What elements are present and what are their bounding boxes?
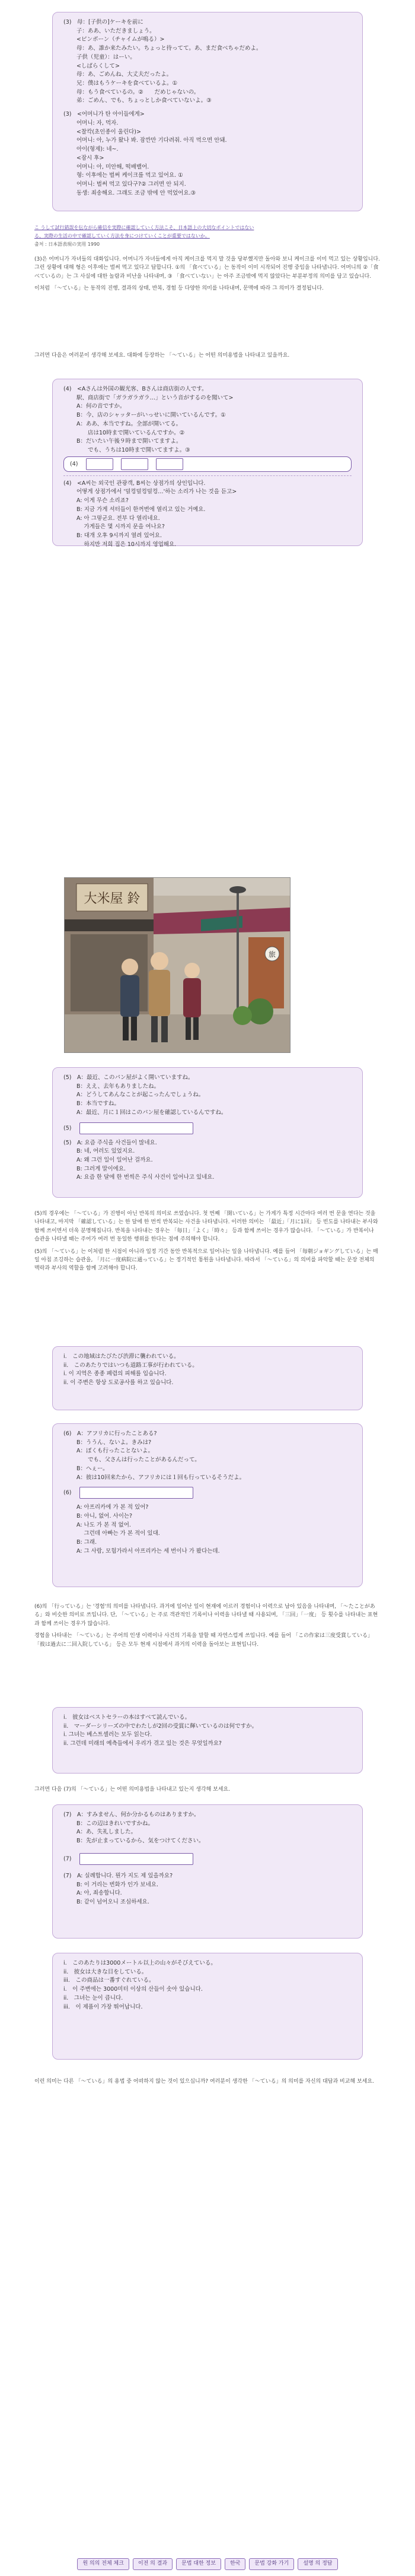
nav-button[interactable]: 이전 의 결과 [133, 2558, 173, 2570]
answer-row [63, 1122, 352, 1134]
dialogue-line: B：本当ですね。 [76, 1100, 120, 1108]
dialogue-line: 母：もう食べているの。② だめじゃないの。 [76, 88, 200, 96]
dialogue-box-7 [52, 1804, 363, 1939]
dialogue-line: (6) A：アフリカに行ったことある? [63, 1430, 157, 1437]
dialogue-line: 弟：ごめん、でも、ちょっとしか食べていないよ。③ [76, 97, 212, 104]
paragraph-text: 이처럼 「～ている」는 동작의 진행, 결과의 상태, 반복, 경험 등 다양한 의미를 나타내며, 문맥에 따라 그 의미가 결정됩니다. [34, 285, 324, 292]
dialogue-line: A: 이게 무슨 소리죠? [76, 497, 129, 505]
nav-button[interactable]: 문법 강화 가기 [249, 2558, 294, 2570]
dialogue-line: 아이(형제): 네~. [76, 146, 119, 153]
example-line: iii. 이 제품이 가장 뛰어납니다. [63, 2003, 143, 2010]
dialogue-line: 母：あ、ごめんね、大丈夫だったよ。 [76, 71, 173, 78]
example-line: i. 이 주변에는 3000미터 이상의 산들이 솟아 있습니다. [63, 1986, 203, 1993]
dialogue-line: A: 아, 죄송합니다. [76, 1890, 122, 1897]
dialogue-line: (5) A：最近、このパン屋がよく開いていますね。 [63, 1074, 194, 1081]
reference-source: 출처 : 日本語表現の実用 1990 [34, 242, 100, 247]
dialogue-line: A: 그 사람, 모험가라서 아프리카는 세 번이나 가 봤다는데. [76, 1547, 220, 1555]
reference-link[interactable]: る、実際の生活の中で確認していく方法を身につけていくことが重要ではないか。 [34, 233, 210, 239]
dialogue-line: <ピンポーン（チャイムが鳴る）> [76, 36, 165, 43]
paragraph-text: (5)의 경우에는 「～ている」가 진행이 아닌 반복의 의미로 쓰였습니다. 첫 번째 「開いている」는 가게가 특정 시간마다 여러 번 문을 연다는 것을 나타내고, 마지막 「確認している」는 한 달에 한 번씩 반복되는 사건을 나타냅니다. 이러한 의미는 「最近」「月に1回」 등 빈도를 나타내는 부사와 함께 쓰이면서 더욱 분명해집니다. 반복을 나타내는 경우는 「毎日」「よく」「時々」 등과 함께 쓰이는 경우가 많습니다. 「～ている」가 반복이나 습관을 나타낼 때는 주어가 여러 번 동일한 행위를 한다는 점에 주의해야 합니다. [34, 1211, 378, 1243]
dialogue-line: (4) <A씨는 외국인 관광객, B씨는 상점가의 상인입니다. [63, 480, 206, 487]
dialogue-line: (4) <Aさんは外国の観光客、Bさんは商店街の人です。 [63, 386, 208, 392]
dialogue-line: 하지만 저희 집은 10시까지 영업해요. [76, 541, 177, 548]
dialogue-line: 어머니: 벌써 먹고 있다구?② 그러면 안 되지. [76, 180, 186, 188]
explanation-paragraph [34, 1210, 381, 1277]
example-line: ii. このあたりではいつも道路工事が行われている。 [63, 1362, 198, 1369]
paragraph-text: (6)의 「行っている」는 '경험'의 의미를 나타냅니다. 과거에 일어난 일이 현재에 이르러 경험이나 이력으로 남아 있음을 나타내며, 「～たことがある」와 비슷한 의미로 쓰입니다. 단, 「～ている」는 주로 객관적인 기록이나 이력을 나타낼 때 사용되며, 「三回」「一度」 등 횟수를 나타내는 표현과 함께 쓰이는 경우가 많습니다. [34, 1604, 378, 1627]
paragraph-text: 경험을 나타내는 「～ている」는 주어의 인생 이력이나 사건의 기록을 말할 때 자연스럽게 쓰입니다. 예를 들어 「この作家は三度受賞している」 「彼は過去に二回入院している」 등은 모두 현재 시점에서 과거의 이력을 돌아보는 표현입니다. [34, 1633, 373, 1648]
example-line: ii. マーダーシリーズの中でわたしが2回の受賞に輝いているのは何ですか。 [63, 1722, 258, 1730]
dialogue-line: A：最近、月に１回はこのパン屋を確認しているんですね。 [76, 1109, 227, 1116]
dialogue-line: B：この辺はきれいですかね。 [76, 1820, 154, 1827]
paragraph-text: (5)의 「～ている」는 이처럼 한 시점이 아니라 일정 기간 동안 반복적으로 일어나는 일을 나타냅니다. 예를 들어 「毎朝ジョギングしている」는 매일 아침 조깅하는 습관을, 「月に一度病院に通っている」는 정기적인 통원을 나타냅니다. 따라서 「～ている」의 의미를 파악할 때는 문장 전체의 맥락과 부사의 역할을 함께 고려해야 합니다. [34, 1248, 378, 1272]
example-line: ii. 그녀는 눈이 큽니다. [63, 1994, 123, 2001]
answer-label: (4) [70, 461, 78, 468]
paragraph-text: (3)은 어머니가 자녀들의 대화입니다. 어머니가 자녀들에게 아직 케이크를 먹지 말 것을 당부했지만 돌아와 보니 케이크를 이미 먹고 있는 상황입니다. 그런 상황에 대해 형은 이후에는 벌써 먹고 있다고 답합니다. ①의 「食べている」는 동작이 이미 시작되어 진행 중임을 나타냅니다. 어머니의 ②「食べているの」는 그 사실에 대한 놀람과 비난을 나타내며, ③ 「食べていない」는 아주 조금밖에 먹지 않았다는 부분부정의 의미를 담고 있습니다. [34, 256, 380, 280]
dialogue-line: A: 나도 가 본 적 없어. [76, 1521, 131, 1528]
dialogue-line: (5) A: 요즘 주식을 사건들이 많네요. [63, 1139, 157, 1146]
dialogue-line: B：ええ、去年もありましたね。 [76, 1083, 160, 1090]
dialogue-line: 그런데 아빠는 가 본 적이 있대. [76, 1530, 160, 1537]
answer-selection-row[interactable] [63, 456, 352, 472]
explanation-paragraph [34, 1785, 381, 1797]
answer-input[interactable] [121, 458, 148, 470]
dialogue-line: A: 요즘 한 달에 한 번씩은 주식 사건이 일어나고 있네요. [76, 1174, 215, 1181]
example-box-3 [52, 1953, 363, 2060]
dialogue-line: B: 아니, 없어. 사이는? [76, 1513, 133, 1520]
dialogue-line: 子供（児童）：はーい。 [76, 53, 136, 61]
street-scene-drawing [65, 878, 290, 1052]
dialogue-box-5 [52, 1067, 363, 1198]
dialogue-line: B：今、店のシャッターがいっせいに開いているんです。① [76, 412, 226, 419]
dialogue-line: 兄：僕はもうケーキを食べているよ。① [76, 80, 178, 87]
shop-sign-text: 旅 [268, 950, 276, 959]
example-box-2 [52, 1707, 363, 1774]
dialogue-line: B: 이 거리는 번화가 인가 보네요. [76, 1881, 158, 1888]
dialogue-line: B: 네, 여러도 있었지요. [76, 1148, 135, 1155]
dialogue-line: B: 대개 오후 9시까지 열려 있어요. [76, 532, 162, 540]
explanation-paragraph [34, 2077, 381, 2089]
dialogue-line: B: 그러게 말이에요. [76, 1165, 126, 1172]
dialogue-line: 駅、商店街で「ガラガラガラ…」という音がするのを聞いて> [63, 394, 234, 401]
dialogue-line: <찰칵(초인종이 울린다)> [76, 128, 141, 135]
example-line: i. 그녀는 베스트셀러는 모두 읽는다. [63, 1731, 152, 1739]
dialogue-line: B: 지금 가게 셔터들이 한꺼번에 열리고 있는 거예요. [76, 506, 206, 513]
paragraph-text: 그러면 다음은 여러분이 생각해 보세요. 대화에 등장하는 「～ている」는 어떤 의미용법을 나타내고 있을까요. [34, 353, 290, 359]
dialogue-line: 동생: 죄송해요. 그래도 조금 밖에 안 먹었어요.③ [76, 189, 196, 196]
answer-input[interactable] [79, 1853, 193, 1865]
example-line: i. 彼女はベストセラーの本はすべて読んでいる。 [63, 1714, 191, 1721]
dialogue-line: A：あ、失礼しました。 [76, 1829, 137, 1836]
dialogue-line: A：どうしてあんなことが起こったんでしょうね。 [76, 1092, 205, 1099]
dialogue-line: A：何の音ですか。 [76, 403, 126, 410]
answer-row [63, 1487, 352, 1499]
example-line: ii. 이 주변은 항상 도로공사를 하고 있습니다. [63, 1379, 174, 1387]
dialogue-line: A：ぼくも行ったことないよ。 [76, 1448, 154, 1455]
example-line: i. この地域はたびたび渋滞に襲われている。 [63, 1353, 180, 1360]
dialogue-line: でも、父さんは行ったことがあるんだって。 [76, 1457, 200, 1464]
dialogue-line: A：ああ、本当ですね。全部が開いてる。 [76, 420, 182, 427]
nav-button[interactable]: 설명 의 정답 [298, 2558, 337, 2570]
shop-sign-text: 大米屋 鈴 [84, 892, 141, 906]
dialogue-line: (3) 母：[子供の]ケーキを前に [63, 19, 143, 26]
dialogue-line: 가게들은 몇 시까지 문을 여나요? [76, 524, 165, 531]
dialogue-line: B：先が止まっているから、気をつけてください。 [76, 1838, 205, 1845]
street-scene-illustration [64, 877, 290, 1053]
divider [63, 475, 352, 476]
dialogue-line: 형: 이후에는 벌써 케이크를 먹고 있어요. ① [76, 172, 183, 179]
dialogue-line: 어머니: 아, 미안해, 떡배밸어. [76, 163, 149, 170]
explanation-paragraph [34, 1603, 381, 1652]
dialogue-line: B：ううん、ないよ。きみは? [76, 1439, 152, 1446]
dialogue-line: B：へぇー。 [76, 1465, 108, 1472]
paragraph-text: 그러면 다음 (7)의 「～ている」는 어떤 의미용법을 나타내고 있는지 생각해 보세요. [34, 1787, 231, 1793]
answer-label: (5) [63, 1125, 72, 1132]
explanation-paragraph [34, 351, 381, 363]
example-box-1 [52, 1346, 363, 1410]
dialogue-line: 어떻게 상점가에서 '덜컹덜컹덜컹…'하는 소리가 나는 것을 듣고> [63, 488, 237, 496]
dialogue-line: <しばらくして> [76, 62, 120, 69]
dialogue-line: 어머니: 아, 누가 왔나 봐. 잠깐만 기다려줘. 아직 먹으면 안돼. [76, 137, 227, 144]
dialogue-line: B：だいたい午後９時まで開いてますよ。 [76, 438, 182, 445]
dialogue-line: 店は10時まで開いているんですか。② [76, 429, 185, 436]
dialogue-box-3 [52, 12, 363, 211]
dialogue-line: A: 아프리카에 가 본 적 있어? [76, 1504, 149, 1511]
example-line: ii. 그런데 미래의 예측들에서 우리가 겪고 있는 것은 무엇일까요? [63, 1740, 222, 1747]
nav-button[interactable]: 한국 [225, 2558, 245, 2570]
example-line: i. 이 지역은 종종 폐렴의 피해를 입습니다. [63, 1371, 167, 1378]
answer-input[interactable] [79, 1122, 193, 1134]
example-line: iii. この商品は一番すぐれている。 [63, 1977, 155, 1984]
dialogue-line: A：彼は10回来たから、アフリカには１回も行っているそうだよ。 [76, 1474, 245, 1481]
dialogue-line: 子：ああ、いただきましょう。 [76, 27, 155, 34]
reference-link[interactable]: こ うして試行錯誤を伝ながら確信を実際に確認していく方法こそ、日本語上の大切なポイントではない [34, 225, 254, 230]
dialogue-line: A: 왜 그런 일이 일어난 걸까요. [76, 1157, 153, 1164]
dialogue-line: B: 그래. [76, 1539, 97, 1546]
answer-label: (6) [63, 1489, 72, 1496]
paragraph-text: 이런 의미는 다른 「～ている」의 용법 중 어떠하지 않는 것이 있으십니까? 여러분이 생각한 「～ている」의 의미를 자신의 대답과 비교해 보세요. [34, 2079, 374, 2085]
dialogue-line: (7) A：すみません、何か分かるものはありますか。 [63, 1812, 200, 1818]
bottom-nav [0, 2557, 415, 2571]
dialogue-line: 어머니: 자, 먹자. [76, 119, 119, 126]
nav-button[interactable]: 문법 대한 정보 [176, 2558, 221, 2570]
answer-row [63, 1853, 352, 1865]
example-line: ii. 彼女は大きな目をしている。 [63, 1968, 148, 1975]
dialogue-line: <잠시 후> [76, 154, 104, 161]
answer-input[interactable] [156, 458, 183, 470]
dialogue-line: 母：あ、誰か来たみたい。ちょっと待ってて。あ、まだ食べちゃだめよ。 [76, 45, 262, 52]
answer-input[interactable] [79, 1487, 193, 1499]
dialogue-line: A: 아 그렇군요. 전부 다 열리네요. [76, 515, 160, 522]
dialogue-line: (3) <어머니가 탄 아이들에게> [63, 111, 145, 118]
dialogue-box-4 [52, 379, 363, 546]
dialogue-line: (7) A: 실례합니다. 뭔가 지도 제 있을까요? [63, 1872, 173, 1879]
dialogue-line: B: 같이 넘어오니 조심하세요. [76, 1899, 149, 1906]
answer-input[interactable] [86, 458, 113, 470]
dialogue-line: でも、うちは10時まで開いてますよ。③ [76, 447, 190, 454]
example-line: i. このあたりは3000メートル以上の山々がそびえている。 [63, 1960, 216, 1966]
explanation-paragraph [34, 255, 381, 297]
dialogue-box-6 [52, 1423, 363, 1587]
answer-label: (7) [63, 1855, 72, 1863]
nav-button[interactable]: 원 의의 전체 체크 [77, 2558, 129, 2570]
